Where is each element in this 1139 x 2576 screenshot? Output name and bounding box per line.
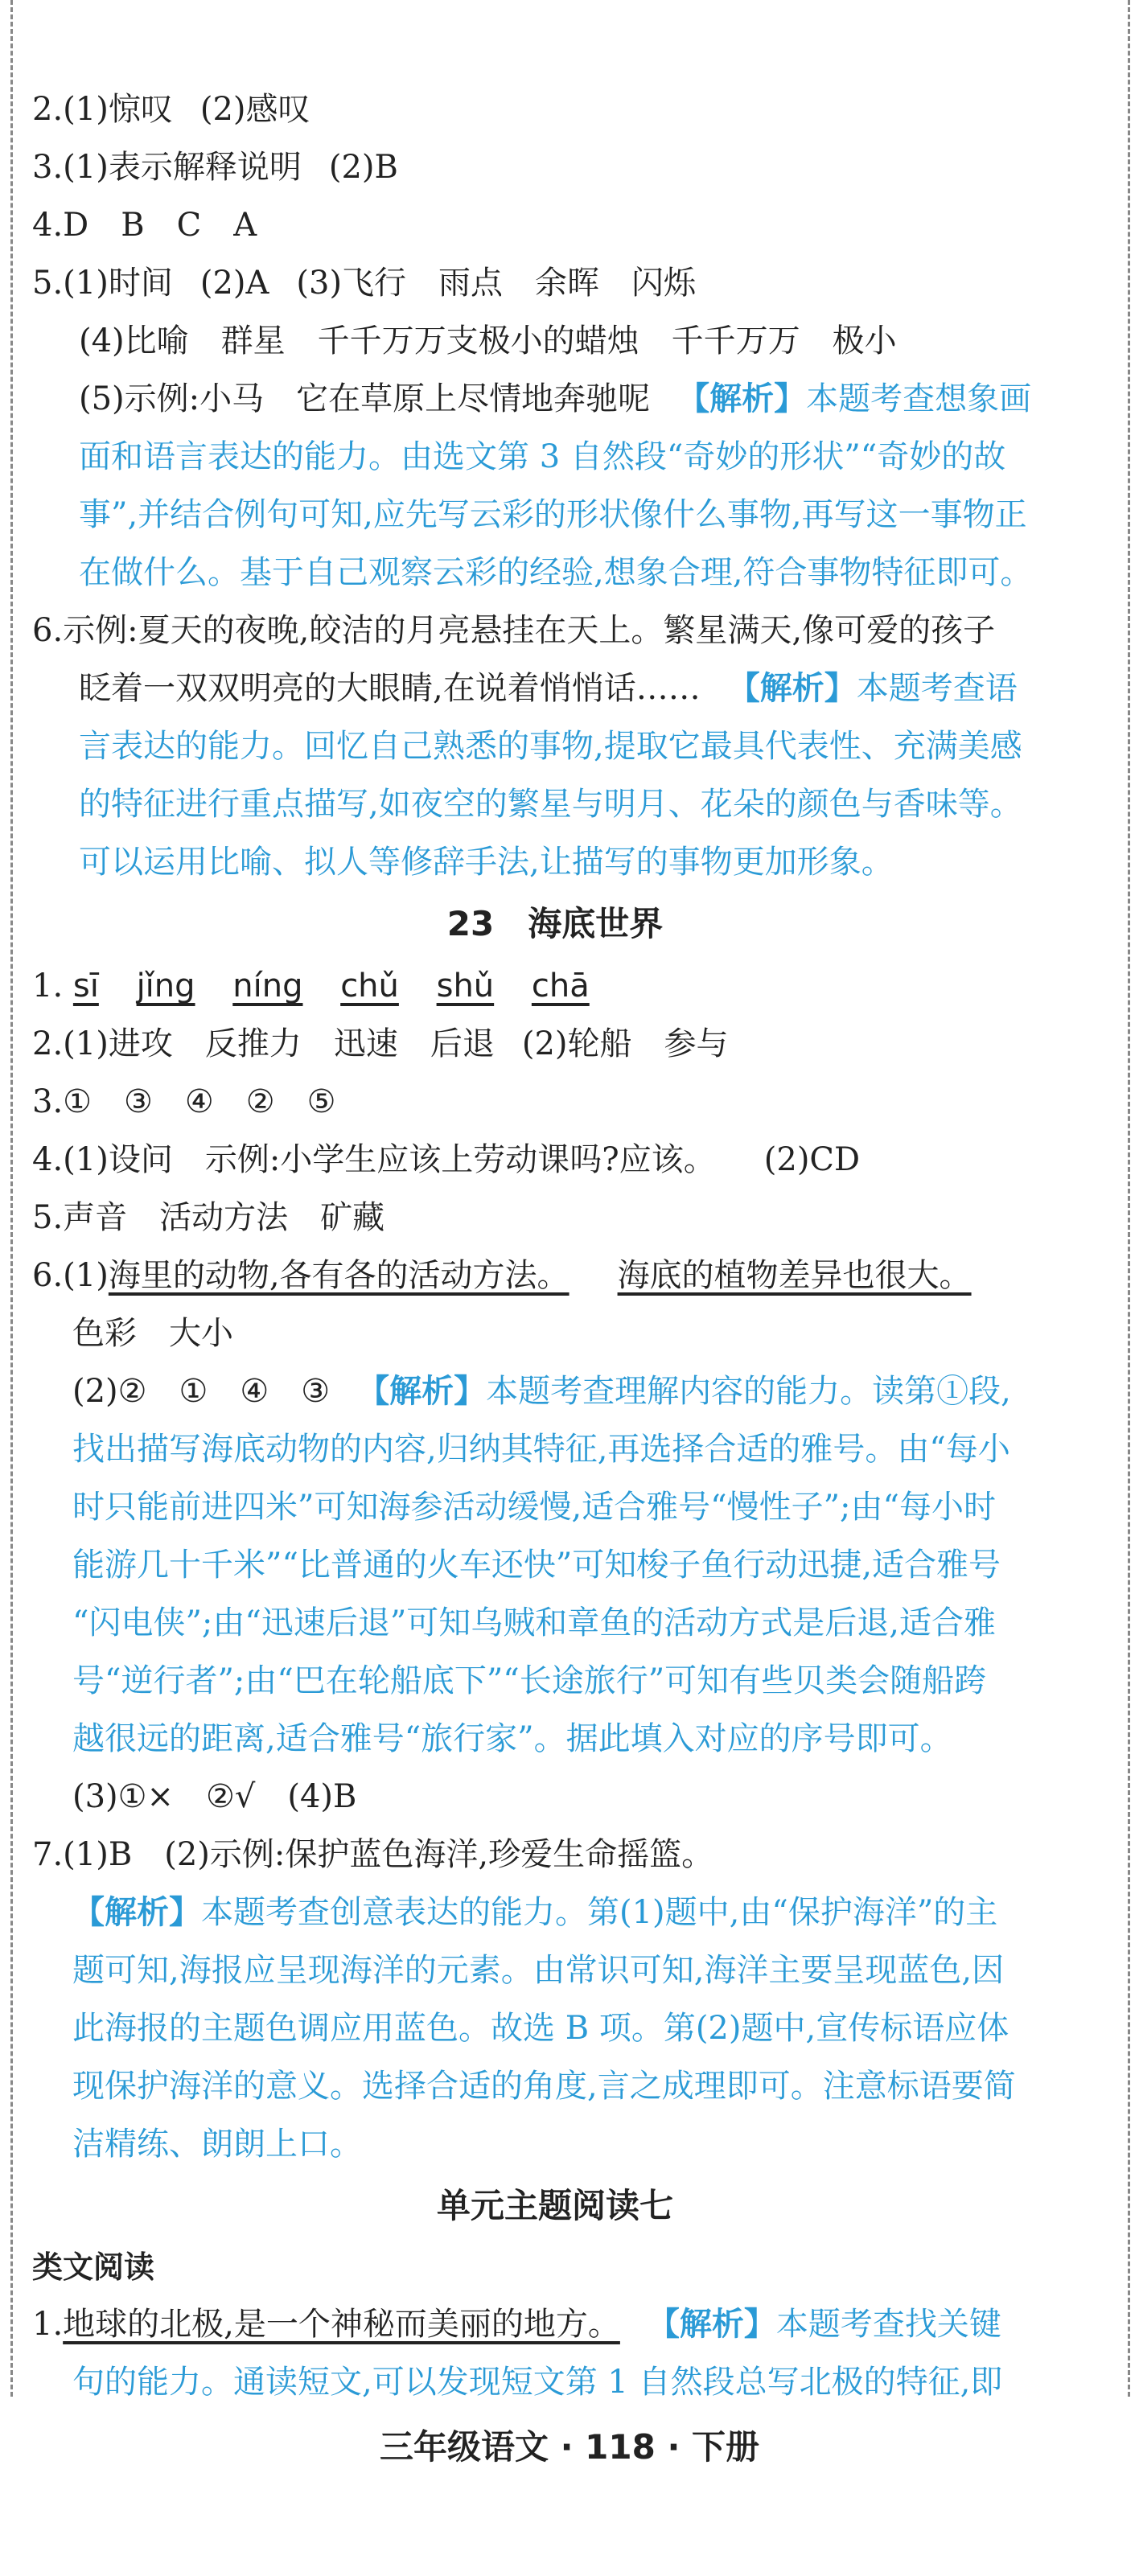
- pinyin-answer: jǐng: [136, 968, 195, 1005]
- analysis-text: 号“逆行者”;由“巴在轮船底下”“长途旅行”可知有些贝类会随船跨: [72, 1662, 987, 1699]
- s23-answer-2: 2.(1)进攻 反推力 迅速 后退 (2)轮船 参与: [32, 1025, 729, 1062]
- s23-answer-5: 5.声音 活动方法 矿藏: [32, 1199, 385, 1236]
- analysis-text: 面和语言表达的能力。由选文第 3 自然段“奇妙的形状”“奇妙的故: [79, 438, 1006, 475]
- s23-answer-6: 6.(1)海里的动物,各有各的活动方法。 海底的植物差异也很大。: [32, 1257, 972, 1294]
- left-dashed-border: [10, 0, 13, 2397]
- analysis-tag: 【解析】: [357, 1372, 487, 1410]
- analysis-text: “闪电侠”;由“迅速后退”可知乌贼和章鱼的活动方式是后退,适合雅: [72, 1604, 996, 1641]
- answer-3: 3.(1)表示解释说明 (2)B: [32, 149, 398, 186]
- s23-answer-6-part2: (2)② ① ④ ③ 【解析】本题考查理解内容的能力。读第①段,: [72, 1372, 1011, 1410]
- analysis-tag: 【解析】: [72, 1893, 201, 1931]
- analysis-tag: 【解析】: [677, 380, 807, 417]
- s23-answer-6-part3: (3)①× ②√ (4)B: [72, 1778, 357, 1815]
- analysis-text: 可以运用比喻、拟人等修辞手法,让描写的事物更加形象。: [79, 844, 894, 881]
- analysis-text: 时只能前进四米”可知海参活动缓慢,适合雅号“慢性子”;由“每小时: [72, 1489, 996, 1526]
- section-title: 23 海底世界: [446, 904, 664, 943]
- s23-answer-6-line2: 色彩 大小: [72, 1315, 233, 1352]
- right-dashed-border: [1128, 0, 1130, 2397]
- analysis-text: 洁精练、朗朗上口。: [72, 2126, 362, 2163]
- unit7-answer-1: 1.地球的北极,是一个神秘而美丽的地方。 【解析】本题考查找关键: [32, 2305, 1001, 2343]
- subheading: 类文阅读: [32, 2249, 155, 2285]
- pinyin-answer: chǔ: [340, 968, 399, 1005]
- s23-answer-4: 4.(1)设问 示例:小学生应该上劳动课吗?应该。 (2)CD: [32, 1141, 861, 1178]
- answer-6-line2: 眨着一双双明亮的大眼睛,在说着悄悄话…… 【解析】本题考查语: [79, 669, 1018, 707]
- analysis-text: 事”,并结合例句可知,应先写云彩的形状像什么事物,再写这一事物正: [79, 496, 1027, 533]
- analysis-text: 言表达的能力。回忆自己熟悉的事物,提取它最具代表性、充满美感: [79, 728, 1022, 765]
- answer-6: 6.示例:夏天的夜晚,皎洁的月亮悬挂在天上。繁星满天,像可爱的孩子: [32, 612, 996, 649]
- analysis-text: 句的能力。通读短文,可以发现短文第 1 自然段总写北极的特征,即: [72, 2364, 1003, 2401]
- answer-5-part4: (4)比喻 群星 千千万万支极小的蜡烛 千千万万 极小: [79, 323, 897, 359]
- answer-4: 4.D B C A: [32, 207, 257, 244]
- analysis-text: 现保护海洋的意义。选择合适的角度,言之成理即可。注意标语要简: [72, 2068, 1016, 2105]
- underlined-sentence: 海里的动物,各有各的活动方法。: [108, 1257, 570, 1294]
- analysis-tag: 【解析】: [727, 669, 857, 707]
- section-title: 单元主题阅读七: [436, 2186, 673, 2225]
- page-footer: 三年级语文 · 118 · 下册: [379, 2427, 760, 2467]
- answer-body: [32, 80, 1078, 2411]
- s23-answer-7: 7.(1)B (2)示例:保护蓝色海洋,珍爱生命摇篮。: [32, 1836, 714, 1873]
- s23-answer-1: 1. sī jǐng níng chǔ shǔ chā: [32, 968, 590, 1005]
- analysis-tag: 【解析】: [647, 2305, 776, 2343]
- analysis-text: 在做什么。基于自己观察云彩的经验,想象合理,符合事物特征即可。: [79, 554, 1033, 591]
- analysis-text: 越很远的距离,适合雅号“旅行家”。据此填入对应的序号即可。: [72, 1720, 952, 1757]
- underlined-sentence: 海底的植物差异也很大。: [617, 1257, 972, 1294]
- underlined-sentence: 地球的北极,是一个神秘而美丽的地方。: [63, 2306, 620, 2343]
- analysis-text: 的特征进行重点描写,如夜空的繁星与明月、花朵的颜色与香味等。: [79, 786, 1022, 823]
- answer-2: 2.(1)惊叹 (2)感叹: [32, 91, 310, 128]
- analysis-text: 此海报的主题色调应用蓝色。故选 B 项。第(2)题中,宣传标语应体: [72, 2010, 1009, 2047]
- s23-answer-3: 3.① ③ ④ ② ⑤: [32, 1083, 336, 1120]
- s23-answer-7-analysis: 【解析】本题考查创意表达的能力。第(1)题中,由“保护海洋”的主: [72, 1893, 998, 1931]
- analysis-text: 能游几十千米”“比普通的火车还快”可知梭子鱼行动迅捷,适合雅号: [72, 1547, 1001, 1584]
- answer-5-part5: (5)示例:小马 它在草原上尽情地奔驰呢 【解析】本题考查想象画: [79, 380, 1032, 417]
- analysis-text: 题可知,海报应呈现海洋的元素。由常识可知,海洋主要呈现蓝色,因: [72, 1952, 1005, 1989]
- pinyin-answer: shǔ: [436, 968, 495, 1005]
- pinyin-answer: sī: [72, 968, 99, 1005]
- answer-5: 5.(1)时间 (2)A (3)飞行 雨点 余晖 闪烁: [32, 265, 697, 302]
- pinyin-answer: níng: [232, 968, 303, 1005]
- pinyin-answer: chā: [531, 968, 590, 1005]
- analysis-text: 找出描写海底动物的内容,归纳其特征,再选择合适的雅号。由“每小: [72, 1431, 1010, 1468]
